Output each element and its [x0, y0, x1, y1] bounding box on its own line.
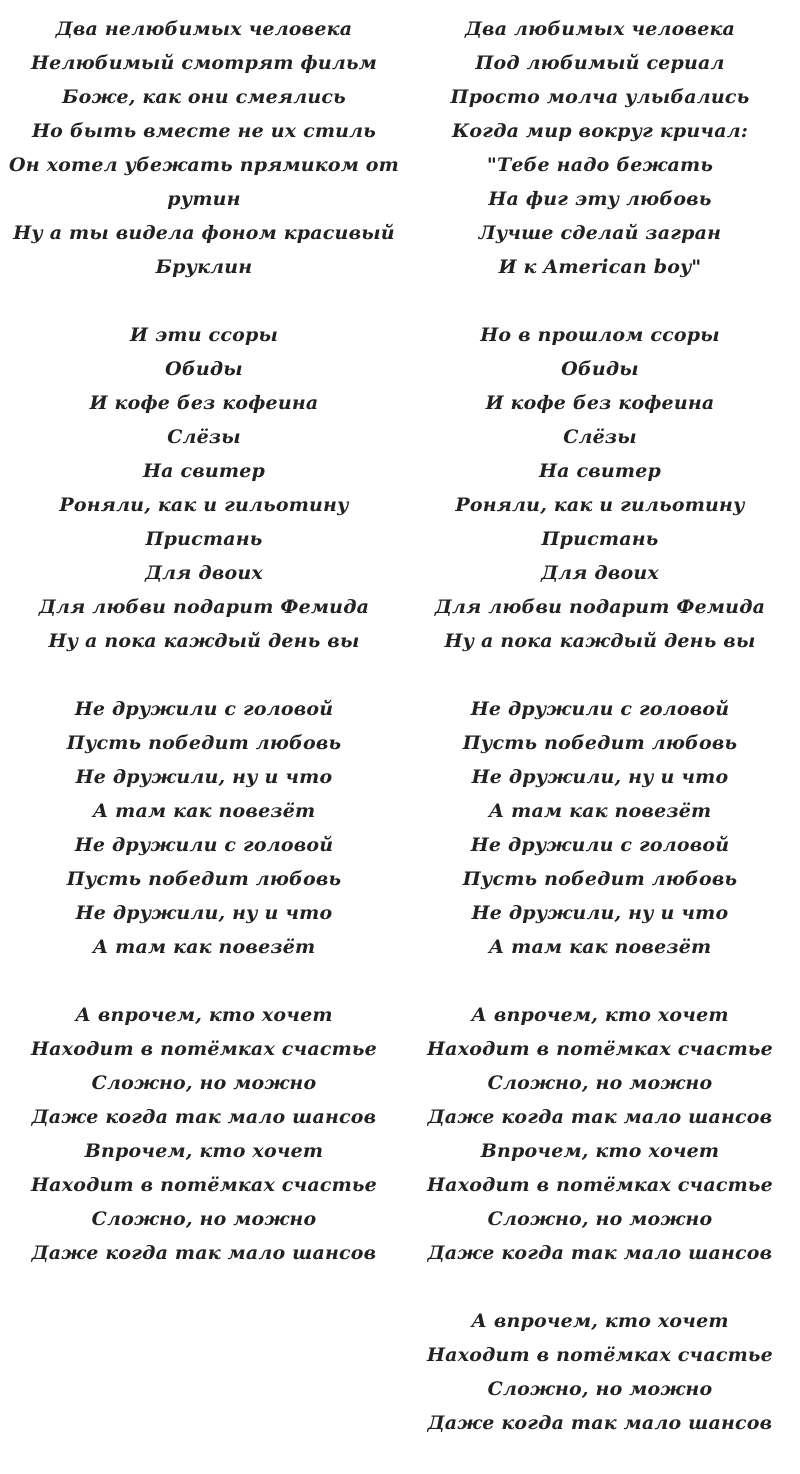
lyric-line: Пристань — [541, 528, 659, 550]
lyric-line: Даже когда так мало шансов — [31, 1106, 377, 1128]
lyrics-stanza — [400, 692, 800, 964]
lyric-line: Боже, как они смеялись — [62, 86, 346, 108]
lyric-line: Два нелюбимых человека — [55, 18, 353, 40]
lyric-line: Не дружили с головой — [74, 834, 334, 856]
lyric-line: Он хотел убежать прямиком от — [9, 154, 399, 176]
lyric-line: А там как повезёт — [488, 936, 712, 958]
lyric-line: Для любви подарит Фемида — [38, 596, 370, 618]
lyric-line: Находит в потёмках счастье — [427, 1174, 773, 1196]
lyric-line: Два любимых человека — [464, 18, 736, 40]
lyrics-stanza — [4, 692, 404, 964]
lyrics-stanza — [400, 998, 800, 1270]
lyric-line: Когда мир вокруг кричал: — [451, 120, 749, 142]
lyric-line: А впрочем, кто хочет — [471, 1004, 729, 1026]
lyric-line: Просто молча улыбались — [450, 86, 750, 108]
lyric-line: И к American boy" — [498, 256, 702, 278]
lyric-line: Не дружили с головой — [470, 834, 730, 856]
lyric-line: Находит в потёмках счастье — [31, 1174, 377, 1196]
lyric-line: Пусть победит любовь — [66, 868, 342, 890]
lyric-line: И эти ссоры — [130, 324, 278, 346]
lyric-line: "Тебе надо бежать — [486, 154, 714, 176]
lyric-line: А впрочем, кто хочет — [471, 1310, 729, 1332]
lyric-line: А там как повезёт — [92, 936, 316, 958]
lyric-line: рутин — [167, 188, 241, 210]
lyric-line: Впрочем, кто хочет — [84, 1140, 324, 1162]
lyric-line: Ну а пока каждый день вы — [444, 630, 756, 652]
lyric-line: Даже когда так мало шансов — [427, 1106, 773, 1128]
lyric-line: Нелюбимый смотрят фильм — [31, 52, 377, 74]
lyric-line: А там как повезёт — [92, 800, 316, 822]
lyric-line: И кофе без кофеина — [89, 392, 319, 414]
lyric-line: Для двоих — [541, 562, 659, 584]
lyric-line: Сложно, но можно — [487, 1378, 713, 1400]
lyric-line: Даже когда так мало шансов — [31, 1242, 377, 1264]
lyrics-stanza — [4, 318, 404, 658]
lyric-line: Находит в потёмках счастье — [427, 1344, 773, 1366]
lyrics-stanza — [400, 12, 800, 284]
lyric-line: Сложно, но можно — [487, 1208, 713, 1230]
lyric-line: На свитер — [142, 460, 266, 482]
right-lyrics-column — [400, 12, 800, 1474]
lyric-line: Впрочем, кто хочет — [480, 1140, 720, 1162]
lyric-line: Не дружили, ну и что — [471, 902, 729, 924]
lyric-line: Обиды — [561, 358, 639, 380]
lyric-line: Пусть победит любовь — [66, 732, 342, 754]
lyric-line: Под любимый сериал — [475, 52, 725, 74]
lyric-line: Не дружили, ну и что — [75, 902, 333, 924]
lyric-line: Находит в потёмках счастье — [31, 1038, 377, 1060]
lyric-line: Сложно, но можно — [91, 1208, 317, 1230]
lyric-line: Роняли, как и гильотину — [59, 494, 349, 516]
lyric-line: Для любви подарит Фемида — [434, 596, 766, 618]
lyric-line: Слёзы — [167, 426, 241, 448]
lyric-line: Но быть вместе не их стиль — [32, 120, 376, 142]
lyric-line: А там как повезёт — [488, 800, 712, 822]
lyric-line: Но в прошлом ссоры — [480, 324, 720, 346]
lyric-line: Пусть победит любовь — [462, 732, 738, 754]
lyric-line: Не дружили, ну и что — [471, 766, 729, 788]
lyric-line: Даже когда так мало шансов — [427, 1242, 773, 1264]
lyric-line: Слёзы — [563, 426, 637, 448]
left-lyrics-column — [4, 12, 404, 1304]
lyric-line: На свитер — [538, 460, 662, 482]
lyrics-stanza — [400, 318, 800, 658]
lyric-line: Даже когда так мало шансов — [427, 1412, 773, 1434]
lyric-line: Лучше сделай загран — [478, 222, 722, 244]
lyric-line: Бруклин — [155, 256, 253, 278]
lyric-line: Для двоих — [145, 562, 263, 584]
lyric-line: Не дружили с головой — [470, 698, 730, 720]
lyric-line: Пристань — [145, 528, 263, 550]
lyric-line: И кофе без кофеина — [485, 392, 715, 414]
lyric-line: Не дружили с головой — [74, 698, 334, 720]
lyric-line: Ну а пока каждый день вы — [48, 630, 360, 652]
lyrics-stanza — [400, 1304, 800, 1440]
lyric-line: На фиг эту любовь — [488, 188, 712, 210]
lyrics-stanza — [4, 12, 404, 284]
lyric-line: Роняли, как и гильотину — [455, 494, 745, 516]
lyrics-stanza — [4, 998, 404, 1270]
lyric-line: Обиды — [165, 358, 243, 380]
lyric-line: Пусть победит любовь — [462, 868, 738, 890]
lyric-line: Не дружили, ну и что — [75, 766, 333, 788]
lyric-line: А впрочем, кто хочет — [75, 1004, 333, 1026]
lyric-line: Сложно, но можно — [487, 1072, 713, 1094]
lyric-line: Сложно, но можно — [91, 1072, 317, 1094]
lyric-line: Находит в потёмках счастье — [427, 1038, 773, 1060]
lyric-line: Ну а ты видела фоном красивый — [13, 222, 395, 244]
